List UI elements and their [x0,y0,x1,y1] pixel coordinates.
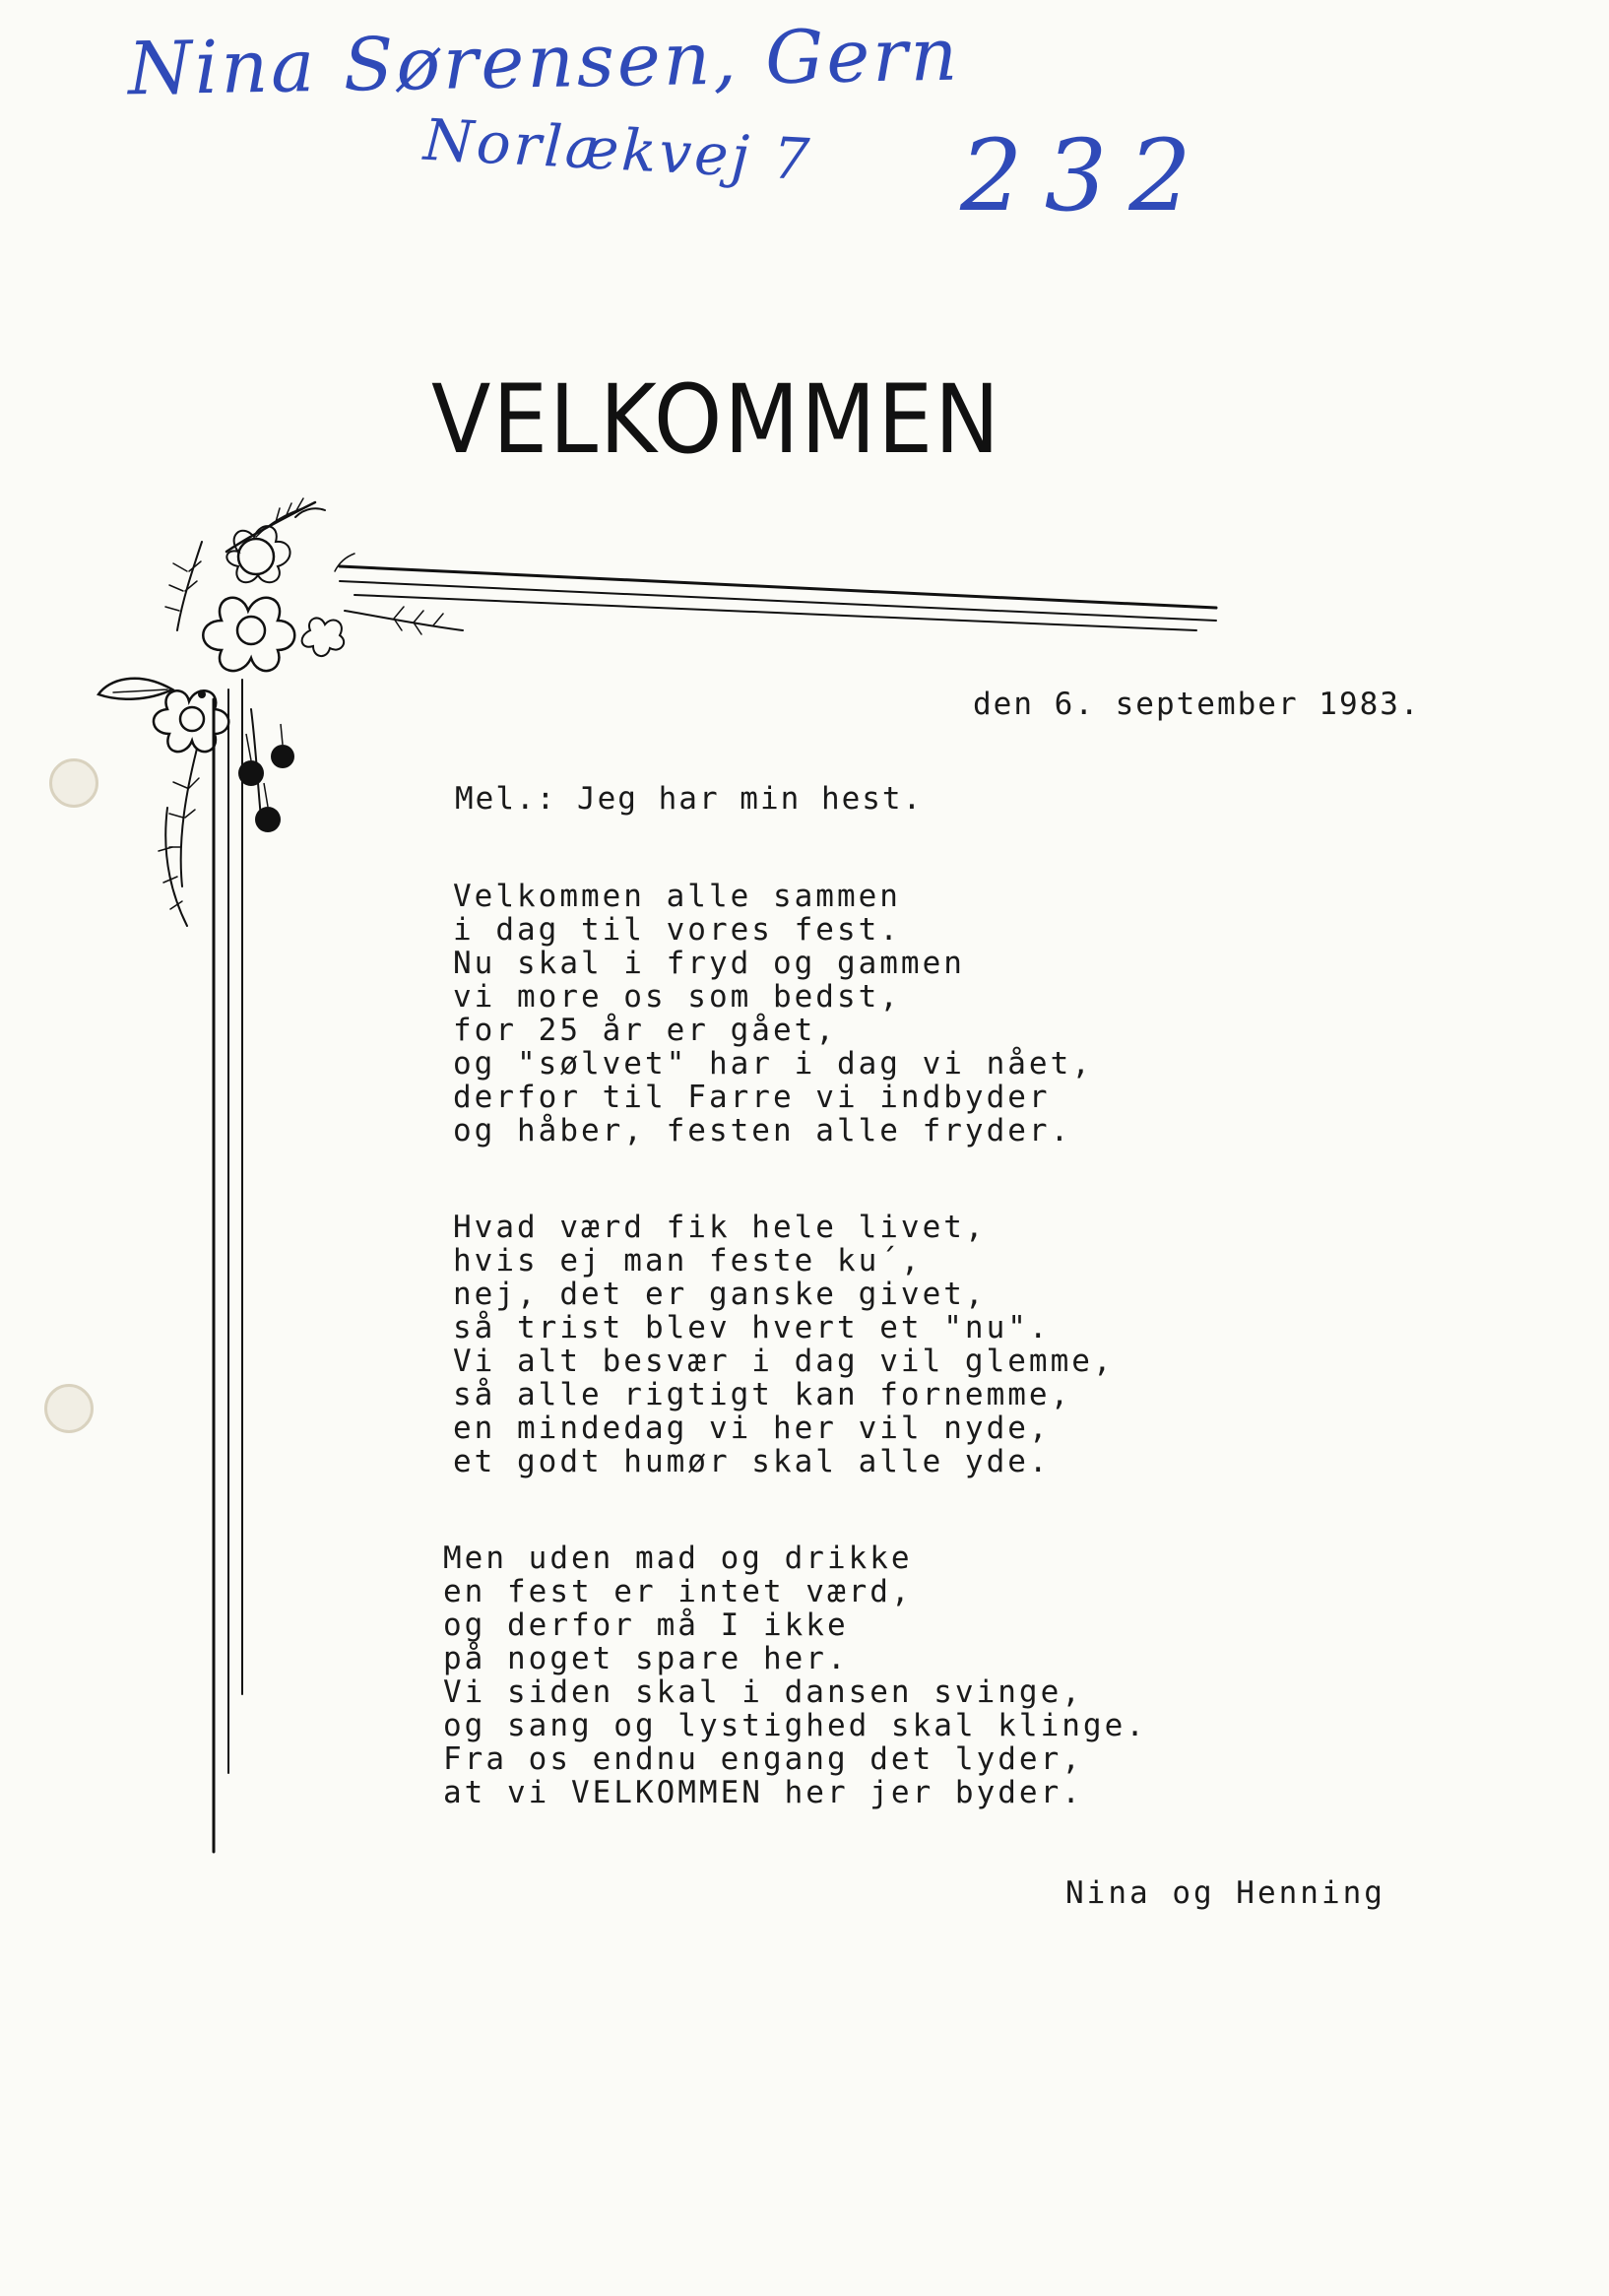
stanza-line: i dag til vores fest. [453,912,901,948]
page-title: VELKOMMEN [431,364,1001,475]
punch-hole-icon [44,1384,94,1433]
stanza-line: og derfor må I ikke [443,1607,849,1643]
stanza-line: Vi siden skal i dansen svinge, [443,1674,1083,1710]
handwritten-street: Norlækvej 7 [421,105,814,194]
stanza-line: hvis ej man feste ku´, [453,1243,923,1279]
stanza-line: et godt humør skal alle yde. [453,1444,1051,1479]
stanza-line: en mindedag vi her vil nyde, [453,1410,1051,1446]
stanza-3 [443,1542,1147,1809]
stanza-line: så alle rigtigt kan fornemme, [453,1377,1072,1412]
stanza-1 [453,880,1093,1148]
handwritten-number: 232 [960,118,1213,233]
stanza-line: så trist blev hvert et "nu". [453,1310,1051,1345]
stanza-line: derfor til Farre vi indbyder [453,1080,1051,1115]
stanza-line: og sang og lystighed skal klinge. [443,1708,1147,1743]
stanza-line: nej, det er ganske givet, [453,1277,987,1312]
stanza-line: på noget spare her. [443,1641,849,1676]
stanza-line: Men uden mad og drikke [443,1541,913,1576]
handwritten-name: Nina Sørensen, Gern [127,12,961,112]
punch-hole-icon [49,758,98,808]
stanza-line: Nu skal i fryd og gammen [453,946,965,981]
stanza-line: Velkommen alle sammen [453,879,901,914]
stanza-line: en fest er intet værd, [443,1574,913,1609]
stanza-line: at vi VELKOMMEN her jer byder. [443,1775,1083,1810]
stanza-line: Vi alt besvær i dag vil glemme, [453,1344,1115,1379]
stanza-line: og håber, festen alle fryder. [453,1113,1072,1148]
melody-line: Mel.: Jeg har min hest. [455,781,924,817]
stanza-line: Hvad værd fik hele livet, [453,1210,987,1245]
stanza-line: vi more os som bedst, [453,979,901,1015]
stanza-2 [453,1211,1115,1478]
stanza-line: for 25 år er gået, [453,1013,837,1048]
stanza-line: Fra os endnu engang det lyder, [443,1741,1083,1777]
stanza-line: og "sølvet" har i dag vi nået, [453,1046,1093,1082]
letter-date: den 6. september 1983. [973,687,1421,722]
signature: Nina og Henning [1065,1875,1385,1911]
